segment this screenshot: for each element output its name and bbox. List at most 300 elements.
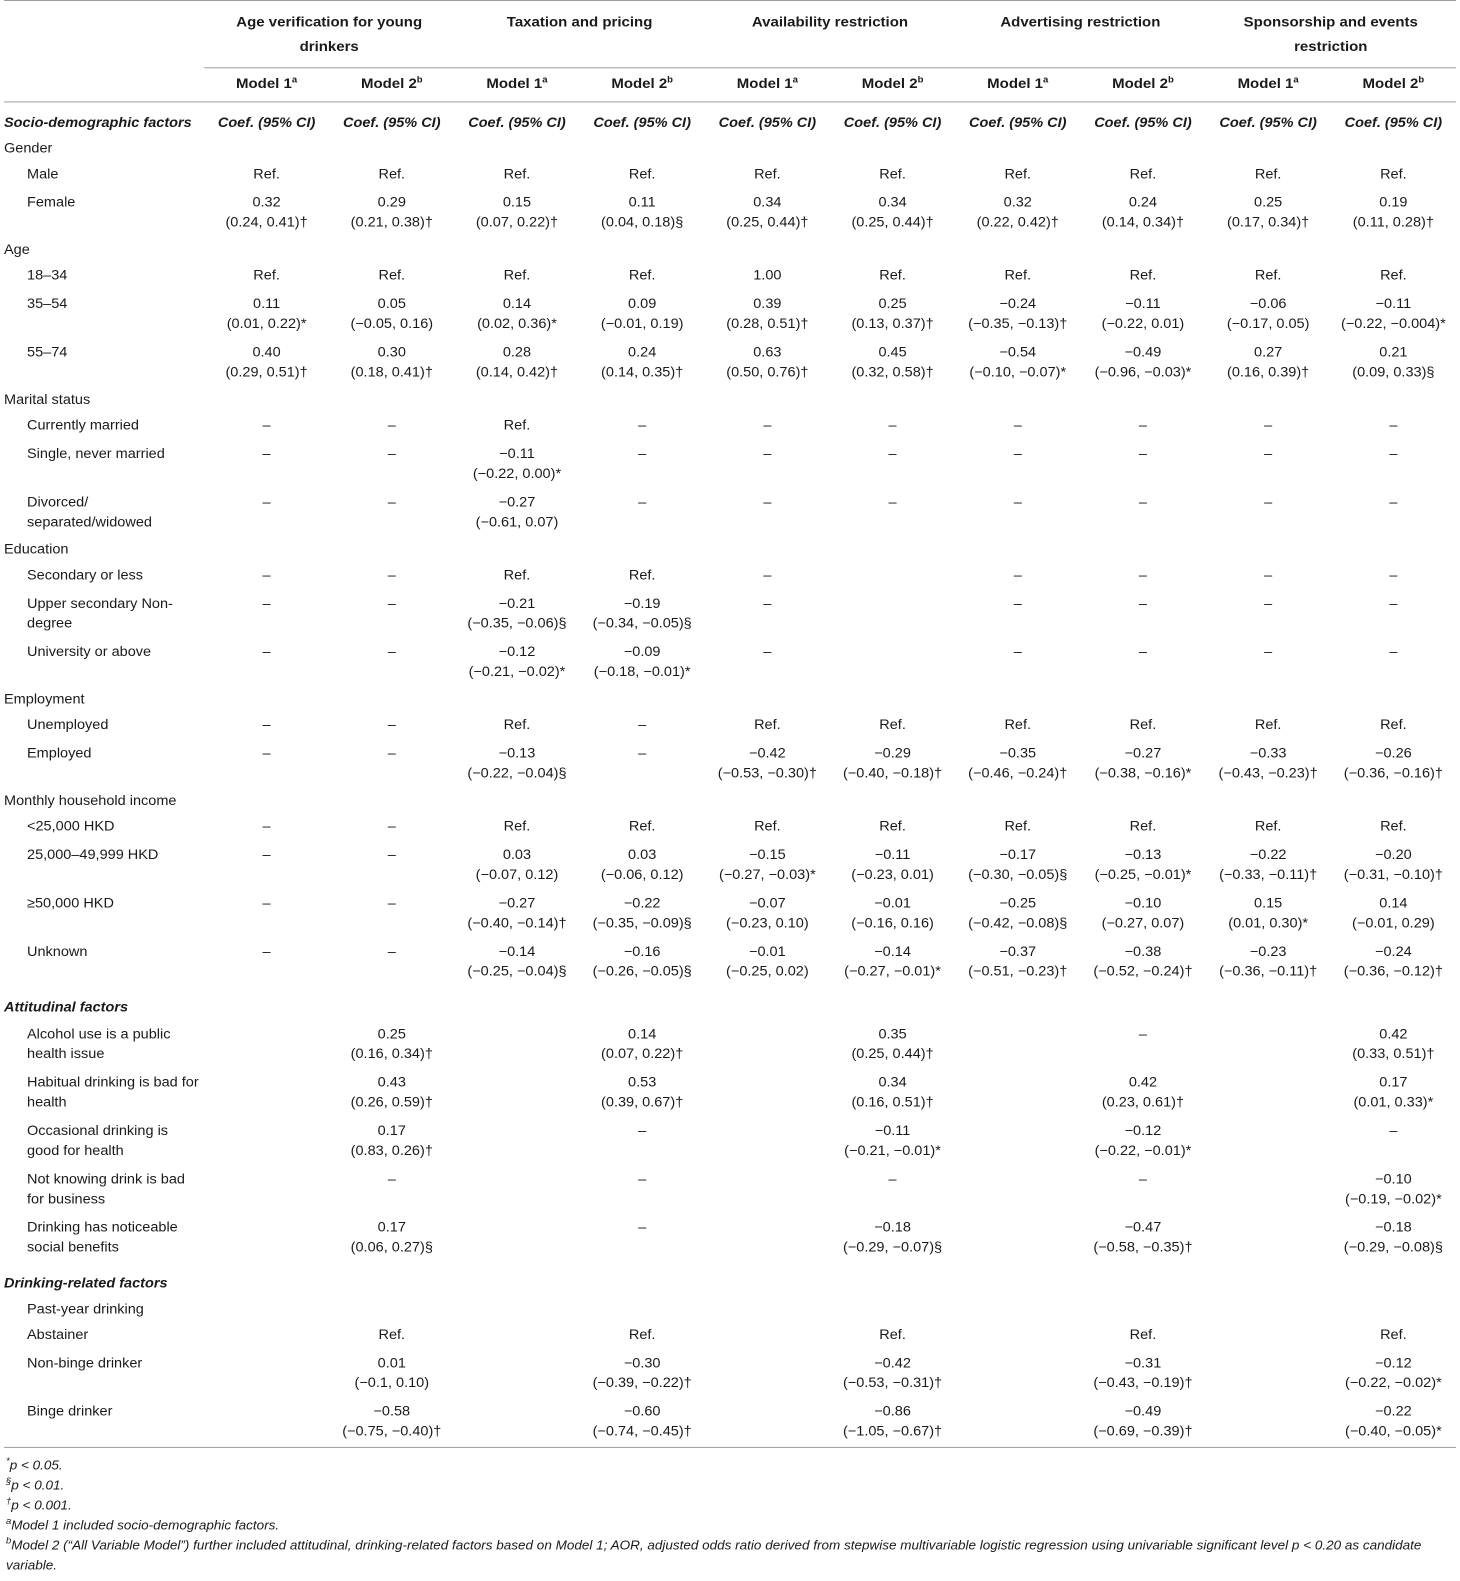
confidence-interval: (−0.19, −0.02)* [1344, 1191, 1442, 1208]
coefficient: 0.40 [252, 345, 281, 361]
value-cell [705, 741, 830, 789]
coefficient: Ref. [754, 717, 781, 733]
group-header-age-verification: Age verification for young drinkers [204, 0, 454, 67]
value-cell [705, 1070, 830, 1118]
coefficient: 0.25 [878, 296, 907, 312]
coefficient: 0.03 [628, 847, 657, 863]
coefficient: Ref. [503, 418, 531, 434]
value-cell [1080, 291, 1205, 339]
coefficient: Ref. [503, 567, 531, 584]
value-cell [705, 562, 830, 590]
value-cell [204, 1350, 329, 1398]
value-cell [1331, 412, 1456, 440]
confidence-interval: (0.07, 0.22)† [601, 1046, 684, 1062]
confidence-interval: (−0.17, 0.05) [1226, 316, 1310, 332]
value-cell [955, 412, 1080, 440]
coefficient: −0.09 [623, 644, 661, 660]
coefficient: −0.11 [1125, 296, 1161, 312]
value-cell [955, 639, 1080, 687]
coef-ci-header: Coef. (95% CI) [969, 115, 1067, 131]
value-cell [329, 1399, 454, 1447]
value-cell [580, 339, 705, 387]
coefficient: 0.17 [377, 1220, 406, 1236]
confidence-interval: (−0.34, −0.05)§ [592, 616, 692, 632]
section-row [4, 1263, 1456, 1297]
confidence-interval: (−0.27, −0.03)* [718, 867, 816, 883]
coefficient: – [763, 644, 772, 660]
value-cell [580, 190, 705, 238]
value-cell [204, 1021, 329, 1069]
model-header-1-2 [580, 68, 705, 102]
value-cell [1206, 161, 1331, 189]
value-cell [705, 1118, 830, 1166]
value-cell [830, 441, 955, 489]
confidence-interval: (−0.21, −0.01)* [844, 1143, 941, 1159]
value-cell [1331, 562, 1456, 590]
coef-ci-header: Coef. (95% CI) [593, 115, 691, 131]
confidence-interval: (0.26, 0.59)† [350, 1095, 433, 1111]
value-cell [329, 814, 454, 842]
coefficient: Ref. [253, 166, 280, 183]
coefficient: 0.03 [502, 847, 532, 863]
footnote [6, 1495, 1456, 1515]
value-cell [580, 1166, 705, 1214]
category-label: Age [4, 242, 30, 258]
coefficient: Ref. [1004, 166, 1032, 183]
model-footnote-mark: b [667, 74, 673, 86]
value-cell [705, 339, 830, 387]
model-footnote-mark: a [291, 74, 298, 86]
value-cell [1080, 1399, 1205, 1447]
value-cell [454, 842, 579, 890]
value-cell [454, 814, 579, 842]
model-label: Model 2 [1112, 75, 1168, 92]
coefficient: Ref. [879, 717, 906, 733]
value-cell [830, 291, 955, 339]
confidence-interval: (0.28, 0.51)† [726, 316, 809, 332]
value-cell [1206, 1322, 1331, 1350]
coef-ci-header: Coef. (95% CI) [1219, 115, 1317, 131]
value-cell [1206, 890, 1331, 938]
coefficient: – [1264, 446, 1273, 462]
row-label: ≥50,000 HKD [27, 896, 114, 912]
group-header-advertising: Advertising restriction [955, 0, 1205, 67]
value-cell [1206, 1399, 1331, 1447]
value-cell [329, 489, 454, 537]
coefficient: – [262, 717, 271, 733]
value-cell [955, 441, 1080, 489]
coefficient: Ref. [754, 166, 781, 183]
confidence-interval: (−0.35, −0.06)§ [467, 616, 567, 632]
value-cell [955, 591, 1080, 639]
value-cell [1080, 339, 1205, 387]
value-cell [204, 939, 329, 987]
table-row [4, 441, 1456, 489]
value-cell [1331, 1118, 1456, 1166]
table-row [4, 687, 1456, 712]
confidence-interval: (0.01, 0.22)* [226, 316, 307, 332]
value-cell [204, 1118, 329, 1166]
value-cell [1080, 712, 1205, 740]
value-cell [580, 890, 705, 938]
value-cell [830, 1350, 955, 1398]
coefficient: −0.06 [1249, 296, 1287, 312]
value-cell [1080, 263, 1205, 291]
value-cell [454, 1215, 579, 1263]
value-cell [830, 1118, 955, 1166]
coefficient: – [1264, 567, 1273, 584]
category-label: Gender [4, 141, 53, 157]
value-cell [1080, 161, 1205, 189]
coefficient: −0.49 [1124, 1404, 1162, 1420]
value-cell [454, 489, 579, 537]
confidence-interval: (0.14, 0.35)† [601, 365, 684, 381]
coefficient: – [763, 494, 772, 511]
coefficient: Ref. [1380, 166, 1407, 183]
footnote [6, 1535, 1456, 1575]
coefficient: Ref. [628, 166, 656, 183]
confidence-interval: (−0.36, −0.16)† [1343, 766, 1443, 782]
value-cell [955, 190, 1080, 238]
group-header-availability: Availability restriction [705, 0, 955, 67]
value-cell [705, 1166, 830, 1214]
value-cell [830, 814, 955, 842]
coefficient: Ref. [503, 166, 531, 183]
coefficient: 0.19 [1379, 195, 1408, 211]
confidence-interval: (−0.01, 0.29) [1352, 915, 1435, 932]
coefficient: – [387, 494, 396, 511]
value-cell [580, 1322, 705, 1350]
row-label: Abstainer [27, 1327, 89, 1343]
confidence-interval: (−0.61, 0.07) [475, 514, 559, 531]
value-cell [830, 741, 955, 789]
confidence-interval: (0.33, 0.51)† [1352, 1046, 1435, 1062]
coefficient: Ref. [1380, 1327, 1407, 1343]
coefficient: Ref. [879, 819, 906, 835]
table-row [4, 161, 1456, 189]
model-footnote-mark: b [1418, 74, 1425, 86]
value-cell [830, 842, 955, 890]
value-cell [705, 1322, 830, 1350]
value-cell [705, 263, 830, 291]
coefficient: – [1138, 567, 1147, 584]
value-cell [580, 842, 705, 890]
coefficient: −0.13 [498, 746, 536, 762]
table-row [4, 1166, 1456, 1214]
table-row [4, 1118, 1456, 1166]
value-cell [204, 161, 329, 189]
value-cell [1331, 1166, 1456, 1214]
value-cell [705, 441, 830, 489]
coefficient: Ref. [628, 268, 656, 284]
coefficient: −0.24 [1375, 944, 1412, 960]
value-cell [204, 441, 329, 489]
coefficient: 0.24 [628, 345, 657, 361]
table-row [4, 890, 1456, 938]
value-cell [1206, 639, 1331, 687]
model-header-1-1 [454, 68, 579, 102]
coefficient: −0.22 [1249, 847, 1287, 863]
value-cell [830, 161, 955, 189]
table-row [4, 538, 1456, 563]
confidence-interval: (0.14, 0.42)† [475, 365, 559, 381]
confidence-interval: (−0.16, 0.16) [851, 915, 934, 932]
value-cell [454, 263, 579, 291]
coefficient: Ref. [1004, 819, 1032, 835]
value-cell [830, 412, 955, 440]
value-cell [204, 639, 329, 687]
value-cell [955, 1021, 1080, 1069]
coefficient: 0.17 [377, 1123, 406, 1139]
value-cell [1080, 190, 1205, 238]
coefficient: – [1138, 494, 1147, 511]
coefficient: 0.34 [878, 195, 907, 211]
confidence-interval: (−0.23, 0.01) [851, 867, 934, 883]
section-title-socio: Socio-demographic factors [4, 115, 192, 131]
confidence-interval: (0.07, 0.22)† [475, 215, 559, 231]
table-row [4, 1070, 1456, 1118]
coefficient: −0.18 [1375, 1220, 1412, 1236]
coefficient: −0.58 [373, 1404, 411, 1420]
table-row [4, 137, 1456, 162]
value-cell [580, 1118, 705, 1166]
coefficient: – [1389, 446, 1398, 462]
coefficient: −0.42 [874, 1355, 911, 1372]
confidence-interval: (−0.27, 0.07) [1101, 915, 1185, 932]
value-cell [329, 890, 454, 938]
value-cell [1206, 712, 1331, 740]
value-cell [1206, 1021, 1331, 1069]
coefficient: −0.24 [999, 296, 1037, 312]
confidence-interval: (−0.22, −0.004)* [1340, 316, 1446, 332]
model-footnote-mark: b [416, 74, 423, 86]
value-cell [1206, 190, 1331, 238]
coefficient: – [763, 418, 772, 434]
coefficient: – [888, 494, 897, 511]
value-cell [329, 1350, 454, 1398]
coefficient: 0.11 [628, 195, 656, 211]
category-label: Monthly household income [4, 793, 177, 809]
footnote [6, 1455, 1456, 1475]
value-cell [955, 939, 1080, 987]
coefficient: Ref. [503, 268, 531, 284]
row-label: 18–34 [27, 268, 68, 284]
value-cell [1331, 263, 1456, 291]
coefficient: −0.14 [874, 944, 911, 960]
row-label: Habitual drinking is bad for health [27, 1075, 199, 1111]
confidence-interval: (0.83, 0.26)† [350, 1143, 433, 1159]
coefficient: – [1264, 644, 1273, 660]
coefficient: −0.42 [749, 746, 786, 762]
table-row [4, 1297, 1456, 1322]
coef-ci-header: Coef. (95% CI) [843, 115, 942, 131]
value-cell [204, 412, 329, 440]
value-cell [580, 1215, 705, 1263]
coefficient: Ref. [628, 567, 656, 584]
value-cell [580, 939, 705, 987]
confidence-interval: (0.22, 0.42)† [976, 215, 1059, 231]
row-label: Single, never married [27, 446, 165, 462]
value-cell [329, 441, 454, 489]
coefficient: 0.21 [1379, 345, 1408, 361]
confidence-interval: (−0.25, −0.01)* [1094, 867, 1192, 883]
value-cell [1080, 741, 1205, 789]
value-cell [204, 489, 329, 537]
confidence-interval: (−0.53, −0.31)† [842, 1375, 943, 1392]
model-label: Model 2 [1362, 75, 1419, 92]
coefficient: 0.14 [1379, 896, 1408, 912]
table-row [4, 814, 1456, 842]
value-cell [705, 890, 830, 938]
footnote-symbol: * [6, 1456, 10, 1467]
value-cell [329, 639, 454, 687]
model-header-3-2 [1080, 68, 1205, 102]
value-cell [1331, 1350, 1456, 1398]
value-cell [955, 741, 1080, 789]
confidence-interval: (−0.39, −0.22)† [592, 1375, 692, 1392]
footnote [6, 1475, 1456, 1495]
value-cell [454, 1021, 579, 1069]
confidence-interval: (−0.29, −0.07)§ [842, 1240, 943, 1256]
coefficient: – [262, 746, 271, 762]
row-label: Occasional drinking is good for health [27, 1123, 169, 1159]
coefficient: Ref. [378, 166, 406, 183]
coefficient: 0.39 [753, 296, 782, 312]
value-cell [454, 291, 579, 339]
coefficient: −0.11 [874, 847, 911, 863]
coefficient: – [387, 746, 396, 762]
model-footnote-mark: b [917, 74, 924, 86]
footnote-symbol: a [6, 1516, 12, 1527]
value-cell [1206, 1166, 1331, 1214]
confidence-interval: (−0.52, −0.24)† [1093, 964, 1193, 980]
coefficient: −0.27 [1124, 746, 1162, 762]
value-cell [204, 1070, 329, 1118]
model-header-3-1 [955, 68, 1080, 102]
confidence-interval: (−0.22, 0.00)* [472, 466, 562, 482]
confidence-interval: (−1.05, −0.67)† [842, 1424, 943, 1440]
value-cell [329, 161, 454, 189]
coefficient: – [1013, 446, 1022, 462]
coefficient: −0.12 [1124, 1123, 1162, 1139]
coefficient: 0.25 [377, 1026, 406, 1043]
coefficient: – [1013, 567, 1022, 584]
table-row [4, 562, 1456, 590]
coefficient: Ref. [1254, 717, 1282, 733]
coefficient: 0.34 [878, 1075, 907, 1091]
value-cell [329, 339, 454, 387]
confidence-interval: (0.23, 0.61)† [1101, 1095, 1185, 1111]
confidence-interval: (−0.22, −0.02)* [1344, 1375, 1442, 1392]
table-row [4, 591, 1456, 639]
coefficient: Ref. [253, 268, 280, 284]
confidence-interval: (−0.22, 0.01) [1101, 316, 1185, 332]
value-cell [830, 1322, 955, 1350]
coefficient: – [262, 446, 271, 462]
confidence-interval: (−0.74, −0.45)† [592, 1424, 692, 1440]
value-cell [204, 741, 329, 789]
confidence-interval: (−0.07, 0.12) [475, 867, 559, 883]
value-cell [1080, 639, 1205, 687]
value-cell [1080, 890, 1205, 938]
coefficient: Ref. [1129, 717, 1157, 733]
coef-ci-header: Coef. (95% CI) [217, 115, 316, 131]
value-cell [580, 263, 705, 291]
value-cell [955, 842, 1080, 890]
confidence-interval: (−0.33, −0.11)† [1219, 867, 1318, 883]
confidence-interval: (−0.01, 0.19) [600, 316, 684, 332]
value-cell [830, 1399, 955, 1447]
coefficient: Ref. [1129, 166, 1157, 183]
confidence-interval: (−0.31, −0.10)† [1343, 867, 1443, 883]
confidence-interval: (−0.29, −0.08)§ [1343, 1240, 1443, 1256]
confidence-interval: (0.04, 0.18)§ [601, 215, 684, 231]
value-cell [1080, 591, 1205, 639]
model-label: Model 1 [486, 75, 543, 92]
coefficient: 0.53 [628, 1075, 657, 1091]
coefficient: – [1138, 446, 1147, 462]
value-cell [1331, 1399, 1456, 1447]
value-cell [1080, 1118, 1205, 1166]
coefficient: −0.19 [623, 596, 661, 612]
model-label: Model 2 [611, 75, 668, 92]
value-cell [705, 161, 830, 189]
coefficient: – [1264, 596, 1273, 612]
value-cell [830, 190, 955, 238]
coefficient: −0.31 [1124, 1355, 1162, 1372]
value-cell [204, 712, 329, 740]
confidence-interval: (−0.26, −0.05)§ [592, 964, 692, 980]
model-label: Model 1 [987, 75, 1044, 92]
row-label: Female [27, 195, 76, 211]
confidence-interval: (0.25, 0.44)† [726, 215, 809, 231]
confidence-interval: (−0.96, −0.03)* [1094, 365, 1192, 381]
value-cell [329, 1166, 454, 1214]
value-cell [580, 1350, 705, 1398]
value-cell [955, 161, 1080, 189]
model-header-4-2 [1331, 68, 1456, 102]
results-table-container [4, 0, 1456, 1575]
model-header-0-1 [204, 68, 329, 102]
value-cell [454, 591, 579, 639]
value-cell [705, 1399, 830, 1447]
value-cell [955, 1166, 1080, 1214]
confidence-interval: (−0.22, −0.04)§ [467, 766, 567, 782]
coefficient: Ref. [503, 819, 531, 835]
value-cell [830, 263, 955, 291]
coefficient: −0.47 [1124, 1220, 1162, 1236]
value-cell [454, 741, 579, 789]
coefficient: – [1013, 596, 1022, 612]
value-cell [955, 890, 1080, 938]
confidence-interval: (−0.27, −0.01)* [844, 964, 941, 980]
value-cell [1080, 441, 1205, 489]
table-row [4, 1021, 1456, 1069]
section-title: Attitudinal factors [4, 1000, 129, 1016]
coefficient: 0.14 [502, 296, 532, 312]
coefficient: – [638, 717, 647, 733]
coefficient: 0.42 [1128, 1075, 1158, 1091]
value-cell [705, 291, 830, 339]
value-cell [955, 1350, 1080, 1398]
coefficient: 0.42 [1379, 1026, 1408, 1043]
coefficient: – [1138, 1026, 1147, 1043]
coefficient: −0.25 [999, 896, 1037, 912]
coefficient: −0.11 [1375, 296, 1412, 312]
coefficient: 0.27 [1254, 345, 1283, 361]
category-label: Marital status [4, 392, 91, 408]
coefficient: – [387, 847, 396, 863]
